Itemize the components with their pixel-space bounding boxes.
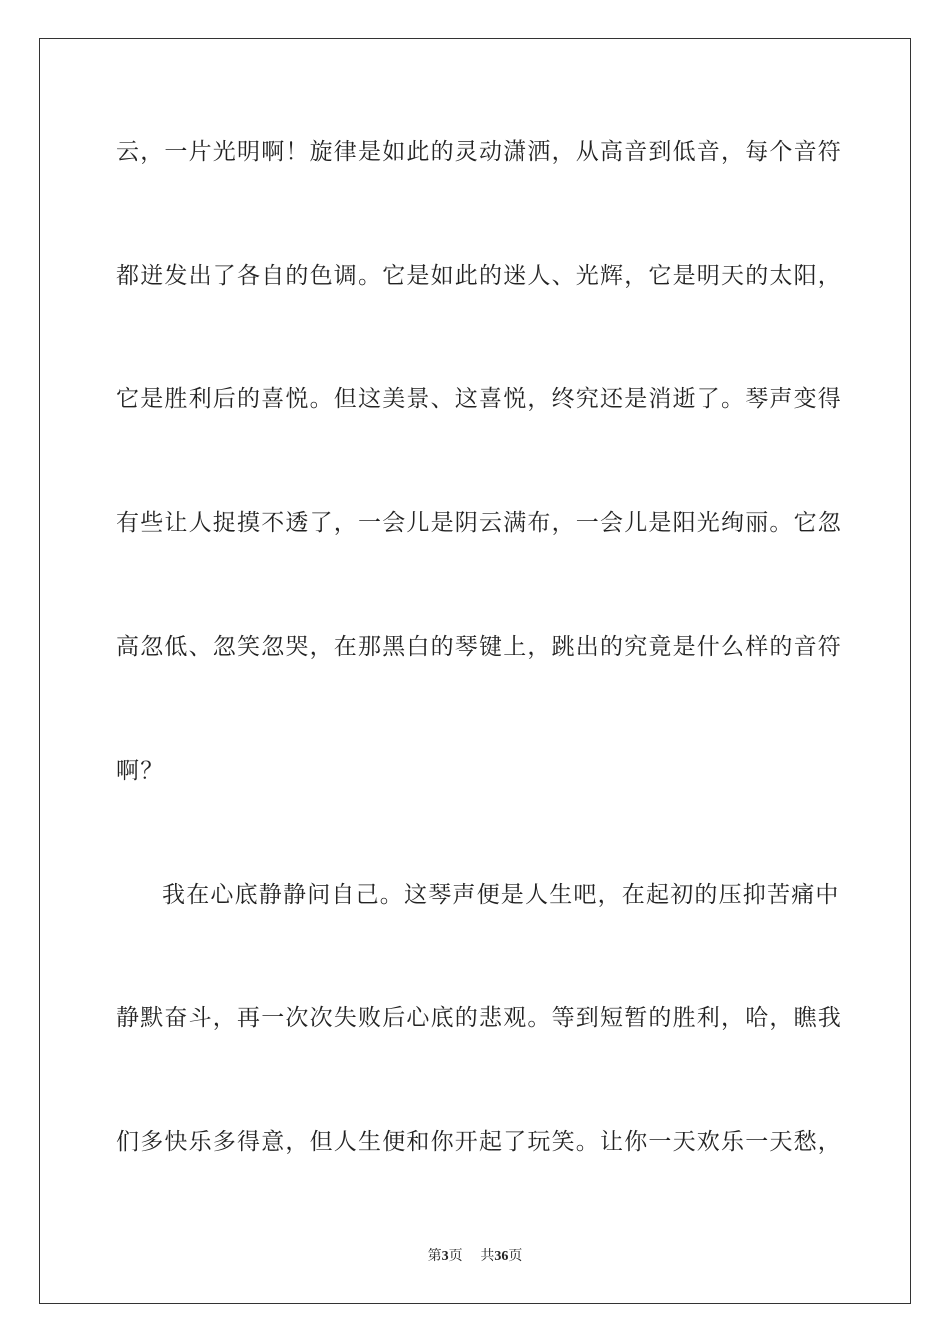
body-line-9: 们多快乐多得意，但人生便和你开起了玩笑。让你一天欢乐一天愁， xyxy=(116,1129,842,1155)
body-line-5: 高忽低、忽笑忽哭，在那黑白的琴键上，跳出的究竟是什么样的音符 xyxy=(116,634,842,660)
body-line-1: 云，一片光明啊！旋律是如此的灵动潇洒，从高音到低音，每个音符 xyxy=(116,139,842,165)
footer-page-number: 3 xyxy=(441,1249,449,1264)
footer-total-pages: 36 xyxy=(494,1249,509,1264)
footer-total-suffix: 页 xyxy=(508,1248,523,1264)
body-line-3: 它是胜利后的喜悦。但这美景、这喜悦，终究还是消逝了。琴声变得 xyxy=(116,386,842,412)
body-line-7-indented: 我在心底静静问自己。这琴声便是人生吧，在起初的压抑苦痛中 xyxy=(162,882,840,908)
footer-page-suffix: 页 xyxy=(448,1248,463,1264)
page-border xyxy=(39,38,911,1304)
page-footer xyxy=(0,1247,950,1266)
body-line-4: 有些让人捉摸不透了，一会儿是阴云满布，一会儿是阳光绚丽。它忽 xyxy=(116,510,842,536)
footer-total-prefix: 共 xyxy=(480,1248,495,1264)
body-line-8: 静默奋斗，再一次次失败后心底的悲观。等到短暂的胜利，哈，瞧我 xyxy=(116,1005,842,1031)
footer-page-prefix: 第 xyxy=(427,1248,442,1264)
body-line-2: 都迸发出了各自的色调。它是如此的迷人、光辉，它是明天的太阳， xyxy=(116,263,842,289)
body-line-6: 啊？ xyxy=(116,758,165,784)
